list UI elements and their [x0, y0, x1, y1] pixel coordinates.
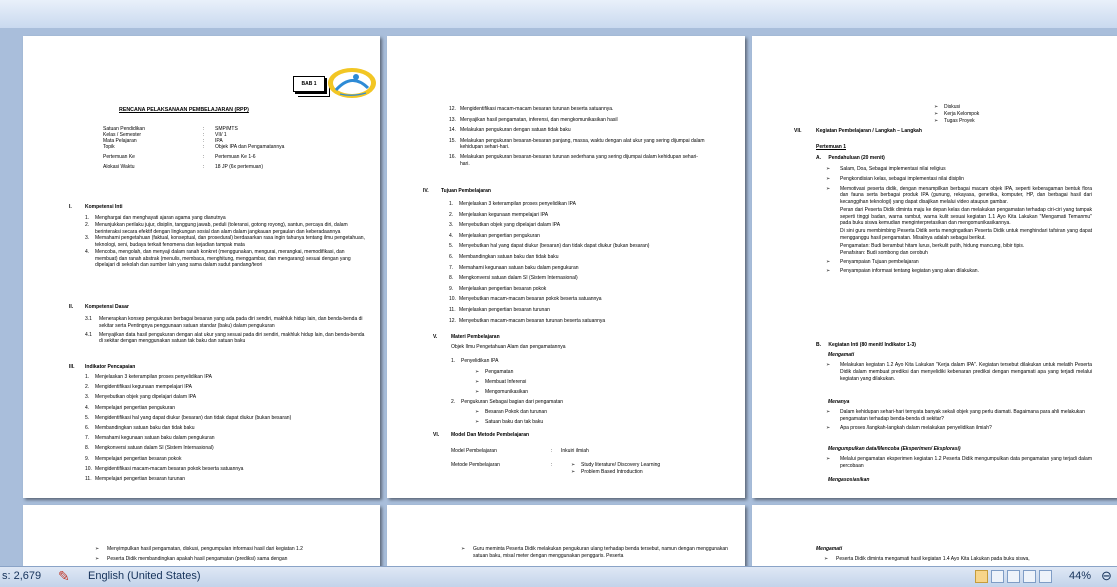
section-title: Kegiatan Pembelajaran / Langkah – Langkah	[816, 128, 922, 134]
pertemuan-heading: Pertemuan 1	[816, 144, 847, 150]
method-bullets: ➢ Diskusi ➢ Kerja Kelompok ➢ Tugas Proyek	[934, 104, 980, 124]
rpp-title: RENCANA PELAKSANAAN PEMBELAJARAN (RPP)	[119, 107, 249, 113]
zoom-out-icon[interactable]: ⊖	[1101, 568, 1112, 583]
model-label: Model Pembelajaran	[451, 448, 497, 454]
bab-label: BAB 1	[301, 81, 317, 87]
tujuan-list: 1. Menjelaskan 3 keterampilan proses penyelidikan IPA 2. Menjelaskan kegunaan mempelajari IPA 3. Menyebutkan objek yang dipelajari dalam IPA 4. Menjelaskan pengertian pengukuran 5. Menyebutkan hal yang dapat diukur (besaran) dan tidak dapat diukur (bukan besaran) 6. Membandingkan satuan baku dan tidak baku 7. Memahami kegunaan satuan baku dalam pengukuran 8. Mengkonversi satuan dalam SI (Sistem Internasional) 9. Menjelaskan pengertian besaran pokok 10. Menyebutkan macam-macam besaran pokok beserta satuannya 11. Menjelaskan pengertian besaran turunan 12. Menyebutkan macam-macam besaran turunan beserta satuannya	[449, 201, 650, 324]
ribbon-area	[0, 0, 1117, 28]
web-layout-view-button[interactable]	[1007, 570, 1020, 583]
section-heading: III.	[69, 364, 75, 370]
mengamati-label: Mengamati	[828, 352, 855, 358]
ki-list: 1. Menghargai dan menghayati ajaran agama yang dianutnya 2. Menunjukkan perilaku jujur, disiplin, tanggung jawab, peduli (toleransi, gotong royong), santun, percaya diri, dalam berinteraksi secara efektif dengan lingkungan sosial dan alam dalam jangkauan pergaulan dan keberadaannya 3. Memahami pengetahuan (faktual, konseptual, dan prosedural) berdasarkan rasa ingin tahunya tentang ilmu pengetahuan, teknologi, seni, budaya terkait fenomena dan kejadian tampak mata 4. Mencoba, mengolah, dan menyaji dalam ranah konkret (menggunakan, mengurai, merangkai, memodifikasi, dan membuat) dan ranah abstrak (menulis, membaca, menghitung, menggambar, dan mengarang) sesuai dengan yang dipelajari di sekolah dan sumber lain yang sama dalam sudut pandang/teori	[85, 215, 365, 269]
page-4	[23, 505, 380, 566]
kurikulum-logo	[326, 66, 378, 100]
mengasosiasikan-label: Mengasosiasikan	[828, 477, 870, 483]
proofing-icon[interactable]: ✎	[58, 568, 70, 584]
mengamati-body: ➢ Melakukan kegiatan 1.2 Ayo Kita Lakukan "Kerja dalam IPA". Kegiatan tersebut dilakukan untuk melatih Peserta Didik dalam membuat prediksi dan menyelidiki kebenaran prediksi dengan mengamati apa yang terjadi melalui kegiatan yang dilakukan.	[826, 362, 1092, 382]
section-heading: VI.	[433, 432, 440, 438]
outline-view-button[interactable]	[1023, 570, 1036, 583]
kd-list: 3.1 Menerapkan konsep pengukuran berbagai besaran yang ada pada diri sendiri, makhluk hidup lain, dan benda-benda di sekitar serta Pentingnya penggunaan satuan standar (baku) dalam pengukuran 4.1 Menyajikan data hasil pengukuran dengan alat ukur yang sesuai pada diri sendiri, makhluk hidup lain, dan benda-benda di sekitar dengan menggunakan satuan tak baku dan satuan baku	[85, 316, 365, 345]
draft-view-button[interactable]	[1039, 570, 1052, 583]
page-2	[387, 36, 745, 498]
language-status[interactable]: English (United States)	[88, 570, 201, 582]
identity-table: Satuan Pendidikan : SMP/MTS Kelas / Semester : VII/ 1 Mata Pelajaran : IPA Topik : Objek IPA dan Pengamatannya Pertemuan Ke : Pertemuan Ke 1-6 Alokasi Waktu : 18 JP (6x pertemuan)	[103, 126, 285, 170]
section-title: Kompetensi Inti	[85, 204, 123, 210]
page4-body: ➢ Menyimpulkan hasil pengamatan, diskusi, pengumpulan informasi hasil dari kegiatan 1.2 ➢ Peserta Didik membandingkan apakah hasil pengamatan (prediksi) sama dengan	[95, 546, 303, 562]
section-heading: IV.	[423, 188, 429, 194]
materi-intro: Objek Ilmu Pengetahuan Alam dan pengamatannya	[451, 344, 566, 350]
section-title: Indikator Pencapaian	[85, 364, 136, 370]
model-colon: :	[551, 448, 553, 454]
section-heading: V.	[433, 334, 438, 340]
section-heading: II.	[69, 304, 74, 310]
section-title: Kompetensi Dasar	[85, 304, 129, 310]
document-canvas[interactable]	[0, 28, 1117, 566]
pendahuluan-body: ➢ Salam, Doa, Sebagai implementasi nilai religius ➢ Pengkondisian kelas, sebagai implementasi nilai disiplin ➢ Memotivasi peserta didik, dengan menampilkan berbagai macam objek IPA, seperti keberagaman bentuk flora dan fauna serta berbagai produk IPA (gunung, rekayasa, genetika, komputer, HP, dan berbagai hasil dari kecanggihan teknologi) yang dapat disajikan melalui video ataupun gambar. Peran dari Peserta Didik diminta maju ke depan kelas dan melakukan pengamatan terhadap ciri-ciri yang tampak seperti tinggi badan, warna rambut, warna kulit sesuai kegiatan 1.1 Ayo Kita Lakukan "Mengamati Temanmu" pada buku siswa kemudian menginterpretasikan dan mengomunikasikannya. Di sini guru membimbing Peserta Didik serta mengingatkan Peserta Didik untuk menghindari tafsiran yang dapat mengganggu hasil pengamatan. Misalnya adalah sebagai berikut. Pengamatan: Budi berambut hitam lurus, berkulit putih, hidung mancung, bibir tipis. Penafsiran: Budi sombong dan cerobuh ➢ Penyampaian Tujuan pembelajaran ➢ Penyampaian informasi tentang kegiatan yang akan dilakukan.	[826, 166, 1092, 274]
print-layout-view-button[interactable]	[975, 570, 988, 583]
page-1	[23, 36, 380, 498]
zoom-level[interactable]: 44%	[1069, 570, 1092, 582]
bab-box	[293, 76, 325, 92]
kegiatan-inti-heading: B. Kegiatan Inti (80 menit/ Indikator 1-3)	[816, 342, 916, 348]
mengumpulkan-body: ➢ Melalui pengamatan eksperimen kegiatan 1.2 Peserta Didik mengumpulkan data pengamatan yang terjadi dalam percobaan	[826, 456, 1092, 469]
page5-body: ➢ Guru meminta Peserta Didik melakukan pengukuran ulang terhadap benda tersebut, namun dengan menggunakan satuan baku, misal meter dengan menggunakan penggaris. Peserta	[461, 546, 728, 559]
section-heading: I.	[69, 204, 72, 210]
menanya-body: ➢ Dalam kehidupan sehari-hari ternyata banyak sekali objek yang perlu diamati. Bagaimana para ahli melakukan pengamatan terhadap benda-benda di sekitar? ➢ Apa proses /langkah-langkah dalam melakukan penyelidikan ilmiah?	[826, 409, 1085, 431]
page-6	[752, 505, 1117, 566]
word-count[interactable]: s: 2,679	[2, 570, 42, 582]
indicator-list: 1. Menjelaskan 3 keterampilan proses penyelidikan IPA 2. Mengidentifikasi kegunaan mempelajari IPA 3. Menyebutkan objek yang dipelajari dalam IPA 4. Mempelajari pengertian pengukuran 5. Mengidentifikasi hal yang dapat diukur (besaran) dan tidak dapat diukur (bukan besaran) 6. Membandingkan satuan baku dan tidak baku 7. Memahami kegunaan satuan baku dalam pengukuran 8. Mengkonversi satuan dalam SI (Sistem Internasional) 9. Mempelajari pengertian besaran pokok 10. Mengidentifikasi macam-macam besaran pokok beserta satuannya 11. Mempelajari pengertian besaran turunan	[85, 374, 292, 482]
page6-body: ➢ Peserta Didik diminta mengamati hasil kegiatan 1.4 Ayo Kita Lakukan pada buku siswa,	[824, 556, 1030, 562]
metode-label: Metode Pembelajaran	[451, 462, 500, 468]
section-title: Materi Pembelajaran	[451, 334, 500, 340]
status-bar	[0, 566, 1117, 587]
page-5	[387, 505, 745, 566]
metode-colon: :	[551, 462, 553, 468]
pendahuluan-heading: A. Pendahuluan (20 menit)	[816, 155, 885, 161]
metode-values: ➢ Study literature/ Discovery Learning ➢ Problem Based Introduction	[571, 462, 661, 475]
mengumpulkan-label: Mengumpulkan data/Mencoba (Eksperimen/ Eksplorasi)	[828, 446, 961, 452]
menanya-label: Menanya	[828, 399, 850, 405]
materi-list: 1. Penyelidikan IPA ➢ Pengamatan ➢ Membuat Inferensi ➢ Mengomunikasikan 2. Pengukuran Sebagai bagian dari pengamatan ➢ Besaran Pokok dan turunan ➢ Satuan baku dan tak baku	[451, 358, 564, 425]
full-screen-reading-view-button[interactable]	[991, 570, 1004, 583]
page6-heading: Mengamati	[816, 546, 843, 552]
page-3	[752, 36, 1117, 498]
model-value: Inkuiri ilmiah	[561, 448, 589, 454]
section-title: Model Dan Metode Pembelajaran	[451, 432, 530, 438]
indicator-list-continued: 12. Mengidentifikasi macam-macam besaran turunan beserta satuannya. 13. Menyajikan hasil pengamatan, inferensi, dan mengkomunikasikan hasil 14. Melakukan pengukuran dengan satuan tidak baku 15. Melakukan pengukuran besaran-besaran panjang, massa, waktu dengan alat ukur yang sering dijumpai dalam kehidupan sehari-hari. 16. Melakukan pengukuran besaran-besaran turunan sederhana yang sering dijumpai dalam kehidupan sehari-hari.	[449, 106, 705, 167]
section-heading: VII.	[794, 128, 802, 134]
section-title: Tujuan Pembelajaran	[441, 188, 491, 194]
